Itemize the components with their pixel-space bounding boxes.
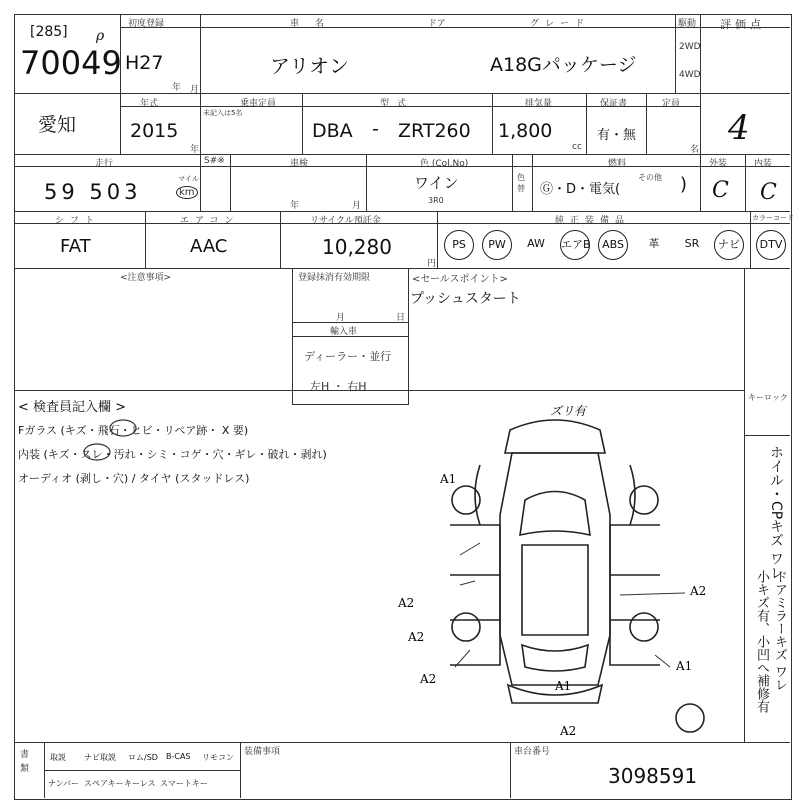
chassis-label: 車台番号 (514, 747, 551, 757)
side-text-2: 小キズ有、小凹へ補修有 (754, 570, 769, 713)
model-dash: - (372, 118, 379, 140)
equipment-ps: PS (444, 230, 474, 260)
equipment-abs: ABS (598, 230, 628, 260)
row-line (14, 268, 790, 269)
windshield (520, 492, 590, 536)
import-label: 輸入車 (330, 327, 358, 337)
doc-rom: ロム/SD (128, 753, 158, 762)
mark-a2-bottom: A2 (560, 724, 577, 738)
interior-label: 内装 (754, 159, 773, 169)
mark-a1-left: A1 (440, 472, 457, 486)
col-line (145, 211, 146, 268)
col-line (744, 268, 745, 390)
color-change-label: 色替 (517, 173, 525, 193)
row-line (44, 770, 240, 771)
sales-point-value: プッシュスタート (410, 291, 521, 307)
row-line (14, 390, 744, 391)
year-value: 2015 (130, 120, 179, 142)
capacity-label: 定員 (662, 99, 681, 109)
mark-a2-left-3: A2 (420, 672, 437, 686)
header-line (14, 223, 790, 224)
mileage-value: 59 503 (44, 180, 142, 204)
mileage-unit-mile: マイル (178, 175, 199, 183)
door-label: ドア (428, 19, 446, 29)
car-name: アリオン (270, 54, 349, 78)
car-name-label: 車名 (290, 19, 341, 29)
header-line (744, 435, 790, 436)
inspection-month: 月 (352, 201, 362, 211)
first-reg-value: H27 (125, 52, 164, 74)
first-reg-year-unit: 年 (172, 83, 182, 93)
import-value: ディーラー・並行 (304, 350, 392, 363)
col-line (675, 14, 676, 93)
header-line (292, 404, 408, 405)
score-value: 4 (728, 108, 750, 148)
doc-manual: 取説 (50, 753, 66, 762)
col-line (230, 154, 231, 211)
col-line (750, 211, 751, 268)
col-line (532, 154, 533, 211)
aircon-label: エアコン (180, 216, 240, 226)
color-value: ワイン (414, 174, 459, 192)
front-bumper-shape (505, 420, 605, 453)
doc-remote: リモコン (202, 753, 234, 762)
side-text-3: ドアミラーキズ ワレ (772, 570, 787, 692)
row-line (14, 742, 790, 743)
col-line (200, 154, 201, 211)
fuel-value: Ⓖ・D・電気( (540, 182, 621, 197)
mark-a2-left-1: A2 (398, 596, 415, 610)
drive-label: 駆動 (678, 19, 697, 29)
inspection-label: 車検 (290, 159, 309, 169)
doc-smart-key: スマートキー (160, 779, 208, 788)
seats-label: 乗車定員 (240, 99, 277, 109)
inspector-line-2: 内装 (キズ・スレ・汚れ・シミ・コゲ・穴・ギレ・破れ・剥れ) (18, 448, 327, 461)
mark-a2-left-2: A2 (408, 630, 425, 644)
fuel-other: その他 (638, 173, 662, 182)
first-reg-month-unit: 月 (190, 85, 200, 95)
inspector-line-3: オーディオ (剥し・穴) / タイヤ (スタッドレス) (18, 472, 250, 485)
interior-circle-mark (82, 442, 112, 462)
col-line (240, 742, 241, 798)
color-code-label: カラーコード (752, 214, 794, 222)
mileage-unit-km: km (176, 186, 198, 199)
inspector-label: < 検査員記入欄 > (18, 400, 127, 415)
shift-label: シフト (55, 216, 101, 226)
doc-bcas: B-CAS (166, 752, 191, 761)
header-line (292, 322, 408, 323)
fglass-circle-mark (108, 418, 138, 438)
exterior-label: 外装 (709, 159, 728, 169)
reg-expiry-label: 登録抹消有効期限 (298, 273, 371, 283)
doc-keyless: キーレス (124, 779, 156, 788)
col-line (437, 211, 438, 268)
tire-rear-left (452, 613, 480, 641)
car-diagram (398, 404, 730, 738)
color-label: 色 (Col.No) (420, 159, 469, 169)
docs-label: 書類 (20, 750, 30, 774)
equipment-label: 純正装備品 (555, 216, 631, 226)
insurance-value: 有・無 (597, 128, 637, 143)
row-line (14, 154, 790, 155)
displacement-value: 1,800 (498, 120, 553, 142)
equipment-ナビ: ナビ (714, 230, 744, 260)
roof (522, 545, 588, 635)
row-line (14, 93, 790, 94)
side-text-1: ホイル・CPキズ ワレ (768, 445, 784, 580)
year-label: 年式 (140, 99, 159, 109)
col-line (302, 93, 303, 154)
equipment-革: 革 (648, 237, 660, 250)
fuel-close: ) (680, 174, 688, 195)
mark-a1-bottom: A1 (555, 679, 572, 693)
col-line (280, 211, 281, 268)
col-line (586, 93, 587, 154)
reg-expiry-day: 日 (396, 313, 406, 323)
mileage-label: 走行 (95, 159, 114, 169)
equipment-aw: AW (527, 237, 545, 250)
tire-rear-right (630, 613, 658, 641)
rear-window (522, 645, 588, 671)
inspection-year: 年 (290, 201, 300, 211)
inspector-line-1: Fガラス (キズ・飛石・ヒビ・リペア跡・ X 要) (18, 424, 249, 437)
reg-expiry-month: 月 (336, 313, 346, 323)
equipment-sr: SR (684, 237, 700, 250)
region: 愛知 (38, 114, 77, 136)
spare-tire (676, 704, 704, 732)
mileage-flag: S#※ (204, 156, 225, 166)
score-label: 評価点 (720, 18, 765, 31)
recycle-label: リサイクル預託金 (310, 216, 381, 226)
interior-value: C (760, 180, 777, 205)
lot-bracket: [285] (30, 24, 68, 40)
first-reg-label: 初度登録 (128, 19, 165, 29)
lot-mark: ρ (96, 28, 105, 44)
header-line (14, 166, 790, 167)
equipment-pw: PW (482, 230, 512, 260)
col-line (745, 154, 746, 211)
drive-2wd: 2WD (679, 42, 701, 52)
lot-number: 70049 (20, 44, 122, 82)
equipment-dtv: DTV (756, 230, 786, 260)
insurance-label: 保証書 (600, 99, 628, 109)
drive-4wd: 4WD (679, 70, 701, 80)
recycle-value: 10,280 (322, 235, 392, 259)
mark-a1-right: A1 (676, 659, 693, 673)
equipment-エアb: エアB (560, 230, 590, 260)
model-value: ZRT260 (398, 120, 471, 142)
seats-note: 未記入は5名 (203, 109, 243, 117)
capacity-unit: 名 (690, 145, 700, 155)
col-line (510, 742, 511, 798)
keyless-label: キーロック (748, 393, 788, 402)
displacement-unit: cc (572, 142, 582, 152)
doc-spare-key: スペアキー (84, 779, 124, 788)
sales-point-label: <セールスポイント> (412, 274, 508, 285)
col-line (700, 14, 701, 154)
notes-label: <注意事項> (120, 273, 172, 283)
mark-a2-right: A2 (690, 584, 707, 598)
recycle-unit: 円 (427, 259, 437, 269)
col-line (512, 154, 513, 211)
doc-navi-manual: ナビ取説 (84, 753, 116, 762)
chassis-value: 3098591 (608, 764, 698, 788)
model-prefix: DBA (312, 120, 353, 142)
fuel-label: 燃料 (608, 159, 627, 169)
aircon-value: AAC (190, 236, 228, 257)
shift-value: FAT (60, 236, 91, 257)
col-line (744, 390, 745, 742)
col-line (200, 14, 201, 93)
exterior-value: C (712, 178, 729, 203)
col-line (200, 93, 201, 154)
model-label: 型式 (380, 99, 415, 109)
col-line (700, 154, 701, 211)
col-line (492, 93, 493, 154)
col-line (44, 742, 45, 798)
mark-top: ズリ有 (550, 404, 587, 418)
grade-label: グレード (530, 19, 591, 29)
color-code: 3R0 (428, 196, 444, 205)
col-line (646, 93, 647, 154)
grade-value: A18Gパッケージ (490, 54, 637, 76)
import-hand: 左H ・ 右H (310, 380, 367, 393)
recall-label: 装備事項 (244, 747, 281, 757)
doc-plate: ナンバー (48, 779, 80, 788)
row-line (14, 211, 790, 212)
col-line (408, 268, 409, 405)
col-line (366, 154, 367, 211)
year-unit: 年 (190, 145, 200, 155)
col-line (120, 14, 121, 154)
displacement-label: 排気量 (525, 99, 553, 109)
